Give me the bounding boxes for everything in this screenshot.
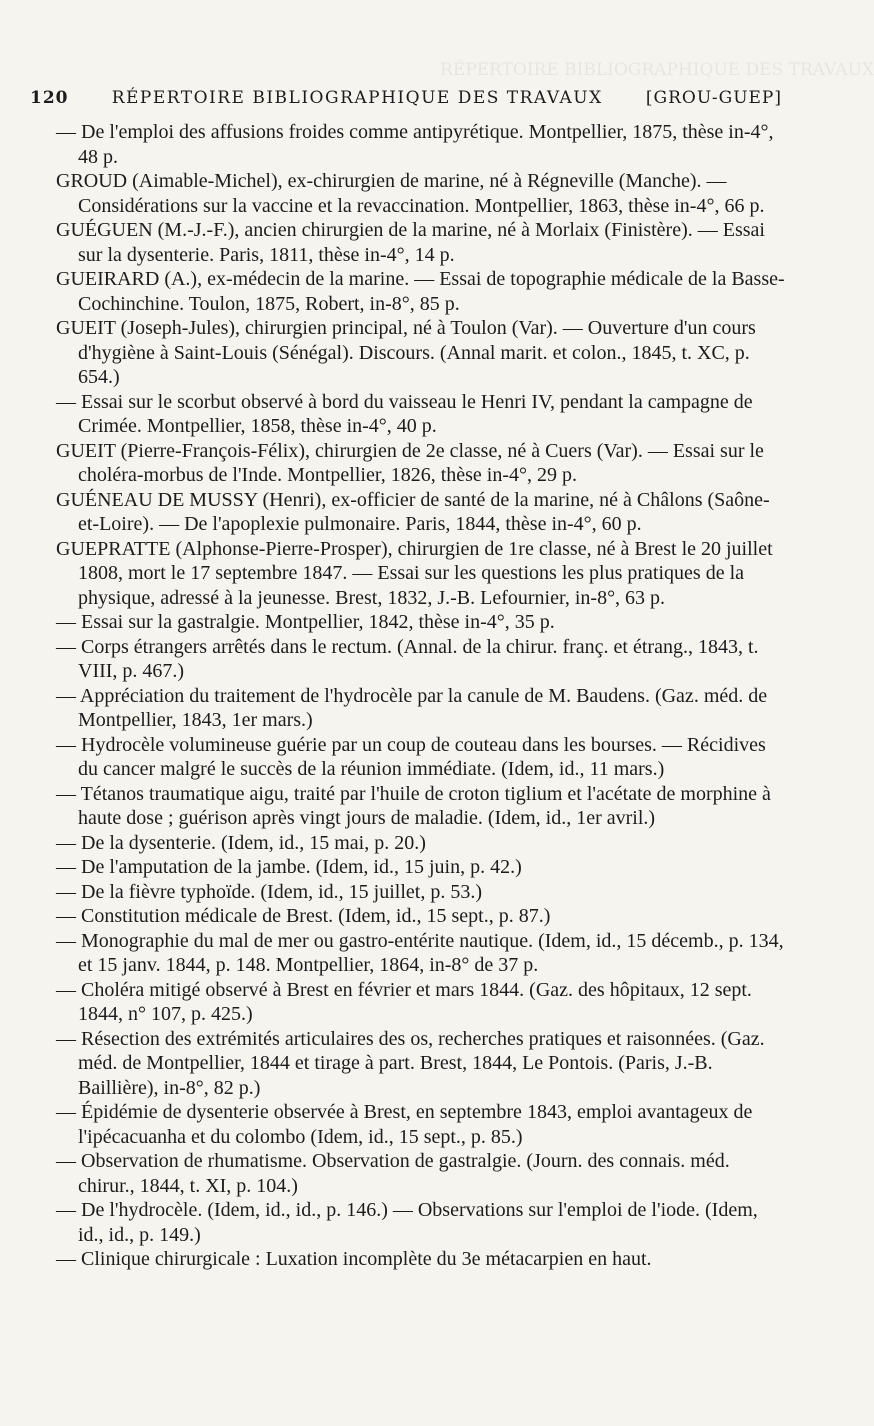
entry-line: GUEIT (Joseph-Jules), chirurgien principal, né à Toulon (Var). — Ouverture d'un cours d'hygiène à Saint-Louis (Sénégal). Discours. (Annal marit. et colon., 1845, t. XC, p. 654.) bbox=[56, 317, 756, 388]
entry-line: — De l'hydrocèle. (Idem, id., id., p. 146.) — Observations sur l'emploi de l'iode. (Idem, id., id., p. 149.) bbox=[56, 1199, 758, 1246]
entry-line: — Observation de rhumatisme. Observation de gastralgie. (Journ. des connais. méd. chirur., 1844, t. XI, p. 104.) bbox=[56, 1150, 730, 1197]
page-number: 120 bbox=[30, 88, 69, 108]
entry-line: GUÉGUEN (M.-J.-F.), ancien chirurgien de la marine, né à Morlaix (Finistère). — Essai sur la dysenterie. Paris, 1811, thèse in-4°, 14 p. bbox=[56, 219, 765, 266]
entry-line: — Hydrocèle volumineuse guérie par un coup de couteau dans les bourses. — Récidives du cancer malgré le succès de la réunion immédiate. (Idem, id., 11 mars.) bbox=[56, 733, 766, 780]
entry-line: — Corps étrangers arrêtés dans le rectum. (Annal. de la chirur. franç. et étrang., 1843, t. VIII, p. 467.) bbox=[56, 635, 759, 682]
entry-line: — Appréciation du traitement de l'hydrocèle par la canule de M. Baudens. (Gaz. méd. de Montpellier, 1843, 1er mars.) bbox=[56, 684, 768, 731]
entry-line: GUEIT (Pierre-François-Félix), chirurgien de 2e classe, né à Cuers (Var). — Essai sur le choléra-morbus de l'Inde. Montpellier, 1826, thèse in-4°, 29 p. bbox=[56, 439, 764, 486]
entry-line: GUEIRARD (A.), ex-médecin de la marine. — Essai de topographie médicale de la Basse-Cochinchine. Toulon, 1875, Robert, in-8°, 85 p. bbox=[56, 268, 785, 315]
bleed-through-text: RÉPERTOIRE BIBLIOGRAPHIQUE DES TRAVAUX bbox=[440, 60, 874, 80]
entry-line: — De la dysenterie. (Idem, id., 15 mai, p. 20.) bbox=[56, 831, 426, 854]
entry-line: — De l'amputation de la jambe. (Idem, id., 15 juin, p. 42.) bbox=[56, 856, 522, 878]
entry-line: — Constitution médicale de Brest. (Idem, id., 15 sept., p. 87.) bbox=[56, 905, 551, 927]
entry-line: — Résection des extrémités articulaires des os, recherches pratiques et raisonnées. (Gaz. méd. de Montpellier, 1844 et tirage à part. Brest, 1844, Le Pontois. (Paris, J.-B. Baillière), in-8°, 82 p.) bbox=[56, 1027, 765, 1099]
entry-line: — Monographie du mal de mer ou gastro-entérite nautique. (Idem, id., 15 décemb., p. 134, et 15 janv. 1844, p. 148. Montpellier, 1864, in-8° de 37 p. bbox=[56, 929, 784, 976]
entry-line: — Clinique chirurgicale : Luxation incomplète du 3e métacarpien en haut. bbox=[56, 1248, 652, 1270]
entry-line: — Épidémie de dysenterie observée à Brest, en septembre 1843, emploi avantageux de l'ipécacuanha et du colombo (Idem, id., 15 sept., p. 85.) bbox=[56, 1101, 753, 1148]
entry-line: GROUD (Aimable-Michel), ex-chirurgien de marine, né à Régneville (Manche). — Considérations sur la vaccine et la revaccination. Montpellier, 1863, thèse in-4°, 66 p. bbox=[56, 170, 765, 217]
entry-line: — De l'emploi des affusions froides comme antipyrétique. Montpellier, 1875, thèse in-4°, 48 p. bbox=[56, 121, 774, 168]
entry-line: — Essai sur la gastralgie. Montpellier, 1842, thèse in-4°, 35 p. bbox=[56, 611, 555, 633]
entry-line: — De la fièvre typhoïde. (Idem, id., 15 juillet, p. 53.) bbox=[56, 880, 483, 903]
entry-line: GUÉNEAU DE MUSSY (Henri), ex-officier de santé de la marine, né à Châlons (Saône-et-Loire). — De l'apoplexie pulmonaire. Paris, 1844, thèse in-4°, 60 p. bbox=[56, 488, 770, 535]
entry-line: — Choléra mitigé observé à Brest en février et mars 1844. (Gaz. des hôpitaux, 12 sept. 1844, n° 107, p. 425.) bbox=[56, 978, 752, 1025]
entry-line: — Tétanos traumatique aigu, traité par l'huile de croton tiglium et l'acétate de morphine à haute dose ; guérison après vingt jours de maladie. (Idem, id., 1er avril.) bbox=[56, 782, 771, 829]
bibliography-body bbox=[56, 120, 786, 1272]
entry-range: [GROU-GUEP] bbox=[645, 88, 782, 108]
entry-line: GUEPRATTE (Alphonse-Pierre-Prosper), chirurgien de 1re classe, né à Brest le 20 juillet 1808, mort le 17 septembre 1847. — Essai sur les questions les plus pratiques de la physique, adressé à la jeunesse. Brest, 1832, J.-B. Lefournier, in-8°, 63 p. bbox=[56, 537, 773, 609]
entry-line: — Essai sur le scorbut observé à bord du vaisseau le Henri IV, pendant la campagne de Crimée. Montpellier, 1858, thèse in-4°, 40 p. bbox=[56, 390, 753, 437]
running-title: RÉPERTOIRE BIBLIOGRAPHIQUE DES TRAVAUX bbox=[111, 88, 603, 108]
page-header bbox=[30, 88, 782, 112]
